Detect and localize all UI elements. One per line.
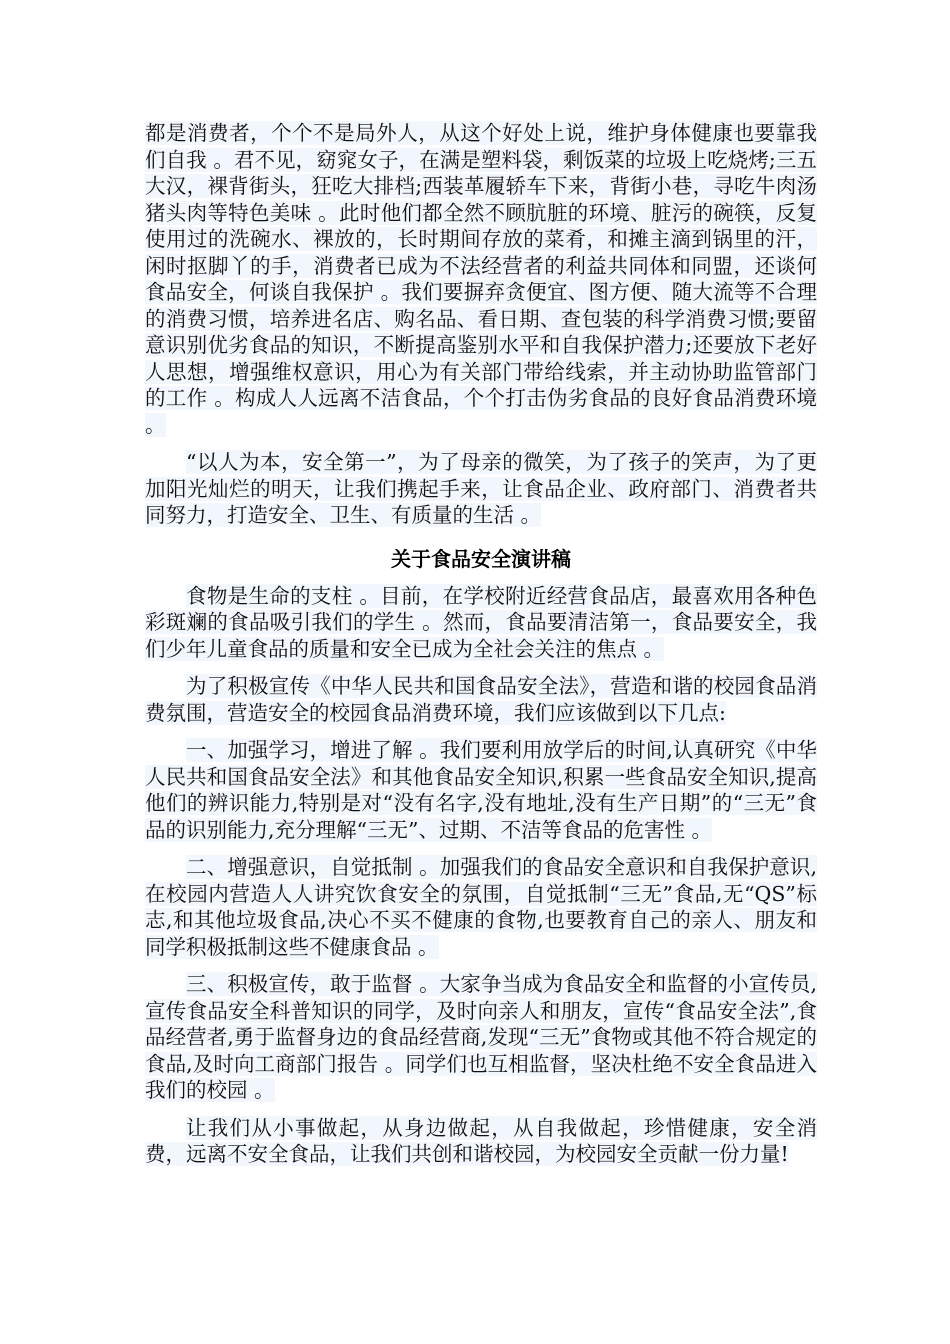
paragraph-text: 食物是生命的支柱 。目前，在学校附近经营食品店，最喜欢用各种色彩斑斓的食品吸引我们的学生 。然而，食品要清洁第一，食品要安全，我们少年儿童食品的质量和安全已成为全社会关注的焦点 。 [145, 583, 817, 661]
paragraph-purpose [145, 673, 817, 726]
paragraph-text: “以人为本，安全第一”，为了母亲的微笑，为了孩子的笑声，为了更加阳光灿烂的明天，让我们携起手来，让食品企业、政府部门、消费者共同努力，打造安全、卫生、有质量的生活 。 [145, 450, 817, 527]
paragraph-text: 让我们从小事做起，从身边做起，从自我做起，珍惜健康，安全消费，远离不安全食品，让我们共创和谐校园，为校园安全贡献一份力量! [145, 1115, 817, 1166]
paragraph-text: 三、积极宣传，敢于监督 。大家争当成为食品安全和监督的小宣传员,宣传食品安全科普知识的同学，及时向亲人和朋友，宣传“食品安全法”,食品经营者,勇于监督身边的食品经营商,发现“三无”食物或其他不符合规定的食品,及时向工商部门报告 。同学们也互相监督，坚决杜绝不安全食品进入我们的校园 。 [145, 972, 817, 1102]
paragraph-point-1 [145, 737, 817, 843]
paragraph-intro [145, 583, 817, 663]
section-heading: 关于食品安全演讲稿 [391, 546, 571, 571]
paragraph-closing-appeal [145, 449, 817, 529]
paragraph-point-3 [145, 971, 817, 1104]
paragraph-text: 二、增强意识，自觉抵制 。加强我们的食品安全意识和自我保护意识,在校园内营造人人讲究饮食安全的氛围，自觉抵制“三无”食品,无“QS”标志,和其他垃圾食品,决心不买不健康的食物,也要教育自己的亲人、朋友和同学积极抵制这些不健康食品 。 [145, 855, 817, 959]
paragraph-conclusion [145, 1115, 817, 1168]
document-page [145, 120, 817, 1179]
paragraph-text: 一、加强学习，增进了解 。我们要利用放学后的时间,认真研究《中华人民共和国食品安全法》和其他食品安全知识,积累一些食品安全知识,提高他们的辨识能力,特别是对“没有名字,没有地址,没有生产日期”的“三无”食品的识别能力,充分理解“三无”、过期、不洁等食品的危害性 。 [145, 738, 817, 842]
paragraph-continuation [145, 120, 817, 438]
paragraph-text: 都是消费者，个个不是局外人，从这个好处上说，维护身体健康也要靠我们自我 。君不见，窈窕女子，在满是塑料袋，剩饭菜的垃圾上吃烧烤;三五大汉，裸背街头，狂吃大排档;西装革履轿车下来，背街小巷，寻吃牛肉汤猪头肉等特色美味 。此时他们都全然不顾肮脏的环境、脏污的碗筷，反复使用过的洗碗水、裸放的，长时期间存放的菜肴，和摊主滴到锅里的汗，闲时抠脚丫的手，消费者已成为不法经营者的利益共同体和同盟，还谈何食品安全，何谈自我保护 。我们要摒弃贪便宜、图方便、随大流等不合理的消费习惯，培养进名店、购名品、看日期、查包装的科学消费习惯;要留意识别优劣食品的知识，不断提高鉴别水平和自我保护潜力;还要放下老好人思想，增强维权意识，用心为有关部门带给线索，并主动协助监管部门的工作 。构成人人远离不洁食品，个个打击伪劣食品的良好食品消费环境 。 [145, 121, 817, 437]
paragraph-point-2 [145, 854, 817, 960]
paragraph-text: 为了积极宣传《中华人民共和国食品安全法》，营造和谐的校园食品消费氛围，营造安全的校园食品消费环境，我们应该做到以下几点: [145, 674, 817, 725]
